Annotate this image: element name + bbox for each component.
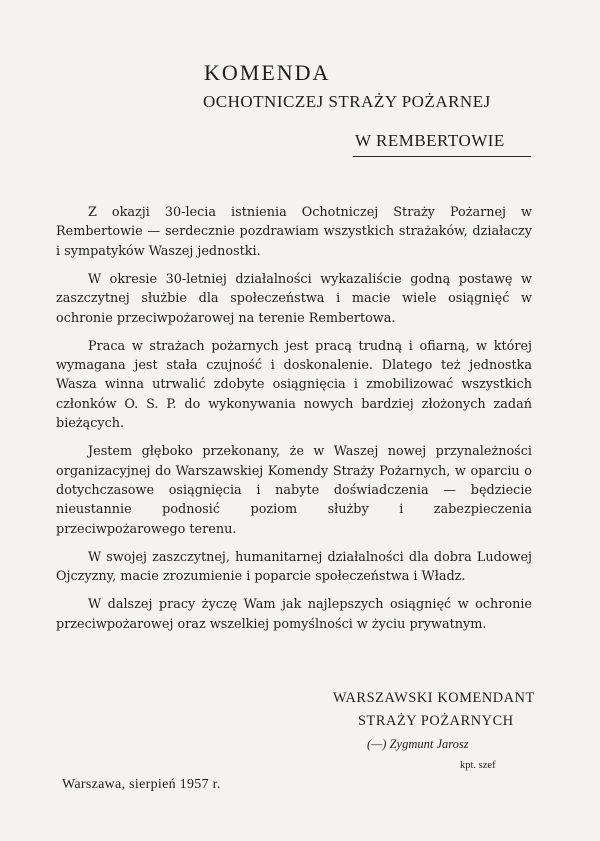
signature-title: WARSZAWSKI KOMENDANT (333, 690, 535, 706)
signature-name: (—) Zygmunt Jarosz (367, 737, 469, 751)
header-subtitle: OCHOTNICZEJ STRAŻY POŻARNEJ (203, 92, 491, 111)
paragraph-6: W dalszej pracy życzę Wam jak najlepszych osiągnięć w ochronie przeciwpożarowej oraz wszelkiej pomyślności w życiu prywatnym. (56, 597, 532, 632)
paragraph-3: Praca w strażach pożarnych jest pracą trudną i ofiarną, w której wymagana jest stała czujność i doskonalenie. Dlatego też jednostka Wasza winna utrwalić zdobyte osiągnięcia i zmobilizować wszystkich członków O. S. P. do wykonywania nowych bardziej złożonych zadań bieżących. (56, 338, 532, 432)
signature-unit: STRAŻY POŻARNYCH (358, 713, 514, 729)
place-and-date: Warszawa, sierpień 1957 r. (62, 777, 221, 792)
paragraph-4: Jestem głęboko przekonany, że w Waszej nowej przynależności organizacyjnej do Warszawskiej Komendy Straży Pożarnych, w oparciu o dotychczasowe osiągnięcia i nabyte doświadczenia — będziecie nieustannie podnosić poziom służby i zabezpieczenia przeciwpożarowego terenu. (56, 444, 532, 537)
header-location: W REMBERTOWIE (355, 131, 505, 150)
signature-rank: kpt. szef (460, 760, 496, 771)
paragraph-2: W okresie 30-letniej działalności wykazaliście godną postawę w zaszczytnej służbie dla społeczeństwa i macie wiele osiągnięć w ochronie przeciwpożarowej na terenie Rembertowa. (56, 271, 532, 326)
letter-body (56, 203, 532, 643)
header-title: KOMENDA (204, 60, 331, 85)
paragraph-1: Z okazji 30-lecia istnienia Ochotniczej Straży Pożarnej w Rembertowie — serdecznie pozdrawiam wszystkich strażaków, działaczy i sympatyków Waszej jednostki. (56, 205, 532, 259)
header-underline (353, 156, 531, 157)
paragraph-5: W swojej zaszczytnej, humanitarnej działalności dla dobra Ludowej Ojczyzny, macie zrozumienie i poparcie społeczeństwa i Władz. (56, 549, 532, 585)
